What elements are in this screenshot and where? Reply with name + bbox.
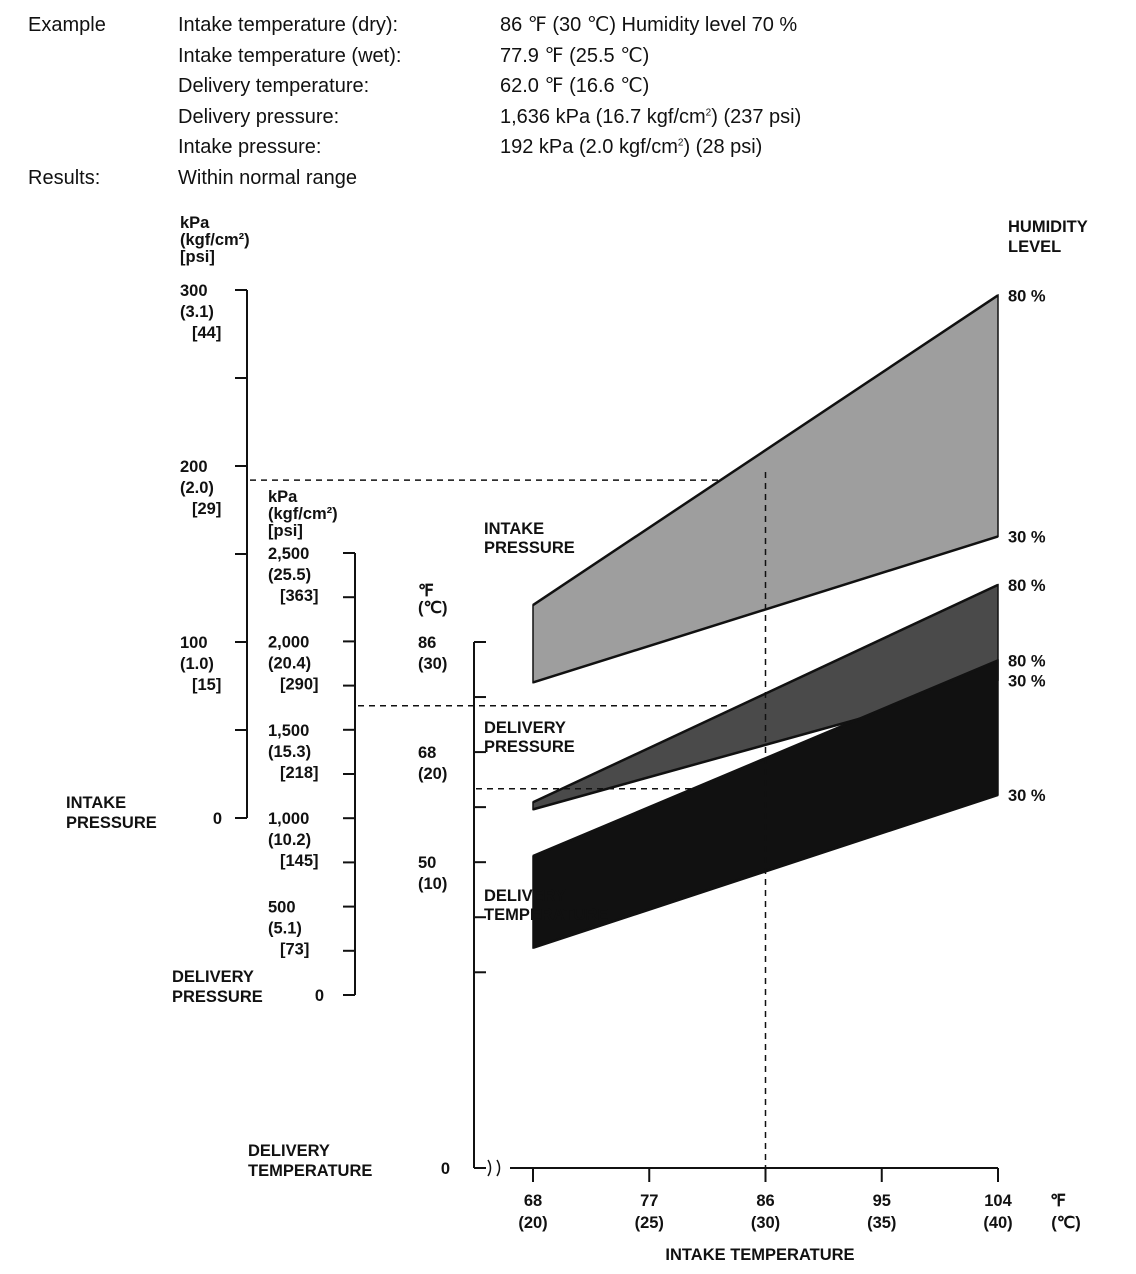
delivery-pressure-unit-label: (kgf/cm²) <box>268 505 338 523</box>
x-tick-label: (40) <box>983 1214 1013 1232</box>
x-tick-label: (35) <box>867 1214 897 1232</box>
x-tick-label: 104 <box>984 1192 1012 1210</box>
example-value: 86 ℉ (30 ℃) Humidity level 70 % <box>500 14 798 36</box>
x-tick-label: 86 <box>756 1192 775 1210</box>
delivery-temperature-tick-label: (20) <box>418 765 448 784</box>
delivery-pressure-unit-label: [psi] <box>268 522 303 540</box>
delivery-pressure-tick-label: [218] <box>280 763 319 782</box>
band-label: INTAKE <box>484 520 545 538</box>
band-label: DELIVERY <box>484 887 566 905</box>
example-value: 62.0 ℉ (16.6 ℃) <box>500 75 650 97</box>
delivery-pressure-tick-label: 2,500 <box>268 545 310 563</box>
delivery-pressure-tick-label: 500 <box>268 898 296 917</box>
delivery-pressure-tick-label: (15.3) <box>268 742 312 761</box>
delivery-pressure-tick-label: [73] <box>280 940 310 959</box>
delivery-pressure-tick-label: 2,000 <box>268 633 310 652</box>
intake-pressure-tick-label: [15] <box>192 676 222 694</box>
x-unit-label: ℉ <box>1050 1192 1066 1210</box>
delivery-pressure-tick-label: (20.4) <box>268 654 312 673</box>
example-label: Intake temperature (wet): <box>178 44 402 67</box>
delivery-temperature-tick-label: 0 <box>440 1160 450 1178</box>
humidity-80-label: 80 % <box>1008 652 1046 671</box>
delivery-pressure-tick-label: (25.5) <box>268 566 312 584</box>
delivery-temperature-tick-label: 68 <box>418 744 437 763</box>
delivery-pressure-tick-label: [145] <box>280 852 319 871</box>
band-label: PRESSURE <box>484 539 575 557</box>
delivery-temperature-tick-label: 86 <box>418 634 437 652</box>
intake-pressure-tick-label: [44] <box>192 324 222 342</box>
example-label: Within normal range <box>178 166 357 189</box>
delivery-temperature-unit-label: (℃) <box>418 599 448 617</box>
x-tick-label: (25) <box>634 1214 664 1232</box>
delivery-temperature-tick-label: 50 <box>418 854 437 873</box>
delivery-pressure-tick-label: (5.1) <box>268 919 302 938</box>
x-unit-label: (℃) <box>1051 1214 1081 1232</box>
intake-pressure-tick-label: 200 <box>180 458 208 476</box>
example-value: 77.9 ℉ (25.5 ℃) <box>500 44 650 67</box>
intake-pressure-unit-label: [psi] <box>180 248 215 266</box>
delivery-pressure-tick-label: 1,000 <box>268 810 310 829</box>
delivery-temperature-axis-title: TEMPERATURE <box>248 1162 373 1180</box>
intake-pressure-tick-label: 100 <box>180 634 208 652</box>
intake-pressure-tick-label: 0 <box>212 810 222 828</box>
band-label: PRESSURE <box>484 738 575 756</box>
intake-pressure-tick-label: (3.1) <box>180 303 214 321</box>
delivery-pressure-tick-label: 1,500 <box>268 721 310 740</box>
delivery-pressure-unit-label: kPa <box>268 488 298 506</box>
delivery-temperature-unit-label: ℉ <box>418 582 434 600</box>
example-key: Example <box>28 14 106 36</box>
delivery-temperature-tick-label: (30) <box>418 655 448 673</box>
humidity-title: HUMIDITY <box>1008 218 1088 236</box>
humidity-80-label: 80 % <box>1008 287 1046 306</box>
intake-pressure-tick-label: (2.0) <box>180 479 214 497</box>
example-label: Delivery temperature: <box>178 75 370 97</box>
intake-pressure-unit-label: (kgf/cm²) <box>180 231 250 249</box>
intake-pressure-axis-title: INTAKE <box>66 794 127 812</box>
delivery-pressure-axis-title: PRESSURE <box>172 988 263 1006</box>
intake-pressure-axis-title: PRESSURE <box>66 814 157 832</box>
humidity-30-label: 30 % <box>1008 672 1046 691</box>
x-tick-label: 95 <box>872 1192 891 1210</box>
example-value: 192 kPa (2.0 kgf/$cm^2$) (28 psi) <box>500 136 763 158</box>
intake-pressure-tick-label: (1.0) <box>180 655 214 673</box>
humidity-30-label: 30 % <box>1008 528 1046 547</box>
delivery-pressure-tick-label: (10.2) <box>268 831 312 850</box>
axis-break-mark <box>488 1160 500 1176</box>
intake-pressure-unit-label: kPa <box>180 214 210 232</box>
example-label: Intake pressure: <box>178 136 322 158</box>
delivery-temperature-axis-title: DELIVERY <box>248 1142 330 1160</box>
intake-pressure-tick-label: [29] <box>192 500 222 518</box>
delivery-pressure-tick-label: [290] <box>280 675 319 694</box>
example-label: Intake temperature (dry): <box>178 14 399 36</box>
example-label: Delivery pressure: <box>178 105 340 128</box>
example-value: 1,636 kPa (16.7 kgf/$cm^2$) (237 psi) <box>500 105 802 128</box>
x-tick-label: (20) <box>518 1214 548 1232</box>
delivery-pressure-axis-title: DELIVERY <box>172 968 254 986</box>
example-key: Results: <box>28 166 101 189</box>
x-axis-title: INTAKE TEMPERATURE <box>665 1246 855 1264</box>
x-tick-label: 77 <box>640 1192 659 1210</box>
humidity-30-label: 30 % <box>1008 786 1046 805</box>
intake-pressure-tick-label: 300 <box>180 282 208 300</box>
band-label: DELIVERY <box>484 719 566 737</box>
x-tick-label: 68 <box>523 1192 543 1210</box>
humidity-title: LEVEL <box>1008 238 1062 256</box>
delivery-temperature-tick-label: (10) <box>418 875 448 894</box>
band-label: TEMPERATURE <box>484 906 609 924</box>
delivery-pressure-tick-label: 0 <box>314 987 324 1005</box>
delivery-pressure-tick-label: [363] <box>280 587 319 605</box>
humidity-80-label: 80 % <box>1008 576 1046 595</box>
x-tick-label: (30) <box>750 1214 781 1232</box>
